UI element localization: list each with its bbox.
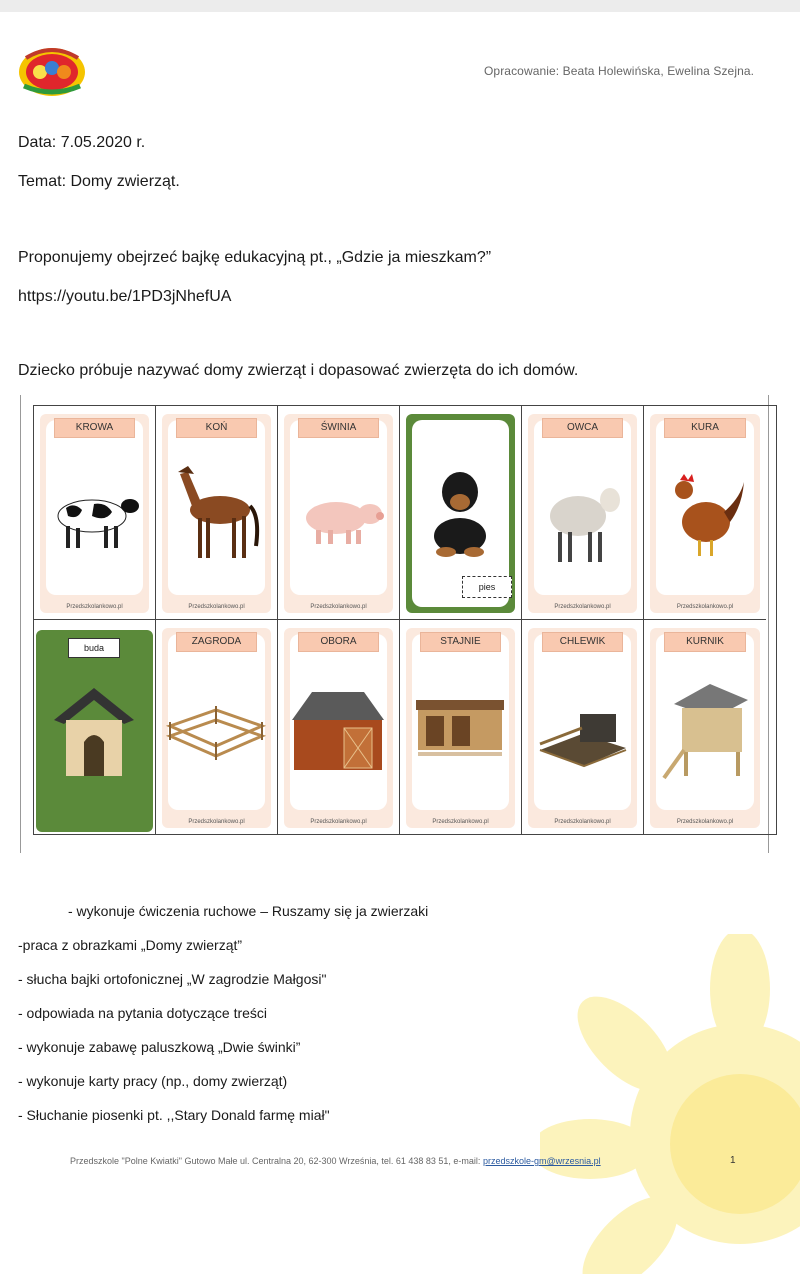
card-hen	[644, 406, 766, 620]
card-label: OWCA	[542, 418, 623, 438]
card-henhouse	[644, 620, 766, 834]
footer-email-link[interactable]: przedszkole-gm@wrzesnia.pl	[482, 1156, 601, 1166]
cow-icon	[44, 456, 144, 576]
dog-name-tag: pies	[462, 576, 512, 598]
card-label: KURNIK	[664, 632, 746, 652]
card-sheep	[522, 406, 644, 620]
card-pen	[156, 620, 278, 834]
activity-item: - Słuchanie piosenki pt. ,,Stary Donald farmę miał"	[18, 1107, 330, 1123]
card-label: ŚWINIA	[298, 418, 379, 438]
card-label: KURA	[664, 418, 746, 438]
henhouse-icon	[654, 670, 754, 790]
card-label: KROWA	[54, 418, 135, 438]
card-site-text: Przedszkolankowo.pl	[310, 604, 367, 610]
kennel-name-tag: buda	[68, 638, 120, 658]
footer-address-text: Przedszkole "Polne Kwiatki" Gutowo Małe ul. Centralna 20, 62-300 Września, tel. 61 438 83 51, e-mail:	[70, 1156, 483, 1166]
sun-decoration-icon	[540, 934, 800, 1274]
card-label: ZAGRODA	[176, 632, 257, 652]
kennel-icon	[44, 670, 144, 790]
footer-address	[70, 1156, 601, 1166]
top-bar	[0, 0, 800, 12]
lesson-topic: Temat: Domy zwierząt.	[18, 173, 180, 190]
authors-text: Opracowanie: Beata Holewińska, Ewelina Szejna.	[484, 64, 755, 78]
barn-icon	[288, 670, 388, 790]
card-pig	[278, 406, 400, 620]
card-site-text: Przedszkolankowo.pl	[310, 819, 367, 825]
card-label: KOŃ	[176, 418, 257, 438]
horse-icon	[166, 456, 266, 576]
stable-icon	[410, 670, 510, 790]
card-site-text: Przedszkolankowo.pl	[432, 819, 489, 825]
pig-icon	[288, 456, 388, 576]
card-site-text: Przedszkolankowo.pl	[554, 604, 611, 610]
card-site-text: Przedszkolankowo.pl	[676, 604, 734, 610]
activity-item: - słucha bajki ortofonicznej „W zagrodzie Małgosi"	[18, 971, 327, 987]
card-site-text: Przedszkolankowo.pl	[66, 604, 123, 610]
card-barn	[278, 620, 400, 834]
card-pigsty	[522, 620, 644, 834]
lesson-date: Data: 7.05.2020 r.	[18, 134, 146, 151]
animal-homes-grid	[33, 405, 777, 835]
card-cow	[34, 406, 156, 620]
activity-item: - wykonuje karty pracy (np., domy zwierząt)	[18, 1073, 288, 1089]
activity-item: - wykonuje ćwiczenia ruchowe – Ruszamy się ja zwierzaki	[68, 903, 429, 919]
card-label: CHLEWIK	[542, 632, 623, 652]
card-label: STAJNIE	[420, 632, 501, 652]
pigsty-icon	[532, 670, 632, 790]
card-site-text: Przedszkolankowo.pl	[188, 604, 245, 610]
pen-fence-icon	[166, 670, 266, 790]
card-stable	[400, 620, 522, 834]
card-kennel	[34, 620, 156, 834]
card-site-text: Przedszkolankowo.pl	[188, 819, 245, 825]
hen-icon	[654, 456, 754, 576]
activity-item: - wykonuje zabawę paluszkową „Dwie świnki”	[18, 1039, 301, 1055]
card-site-text: Przedszkolankowo.pl	[676, 819, 734, 825]
activity-item: - odpowiada na pytania dotyczące treści	[18, 1005, 268, 1021]
kindergarten-logo-icon	[16, 40, 88, 100]
cards-image-frame	[20, 395, 769, 853]
video-link[interactable]: https://youtu.be/1PD3jNhefUA	[18, 288, 232, 305]
activity-item: -praca z obrazkami „Domy zwierząt”	[18, 937, 243, 953]
card-site-text: Przedszkolankowo.pl	[554, 819, 611, 825]
task-text: Dziecko próbuje nazywać domy zwierząt i dopasować zwierzęta do ich domów.	[18, 362, 579, 379]
card-horse	[156, 406, 278, 620]
sheep-icon	[532, 456, 632, 576]
proposal-text: Proponujemy obejrzeć bajkę edukacyjną pt., „Gdzie ja mieszkam?”	[18, 249, 492, 266]
dog-icon	[410, 446, 510, 566]
card-dog	[400, 406, 522, 620]
page-number: 1	[730, 1155, 736, 1166]
card-label: OBORA	[298, 632, 379, 652]
